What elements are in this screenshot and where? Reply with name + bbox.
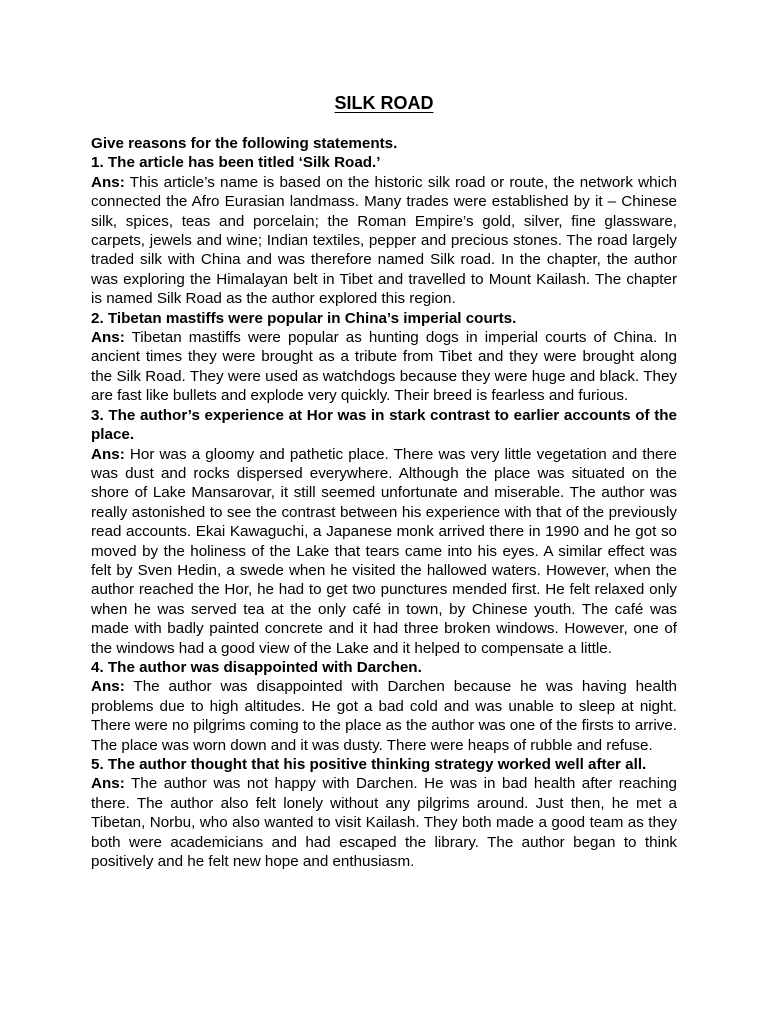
answer-label: Ans:	[91, 173, 125, 191]
answer-5-text: The author was not happy with Darchen. He was in bad health after reaching there. The author also felt lonely without any pilgrims around. Just then, he met a Tibetan, Norbu, who also wanted to visit Kailash. They both made a good team as they both were academicians and had escaped the library. The author began to think positively and he felt new hope and enthusiasm.	[91, 775, 677, 871]
document-body	[91, 134, 677, 871]
answer-5	[91, 774, 677, 871]
page-title: SILK ROAD	[334, 93, 434, 113]
question-4: 4. The author was disappointed with Darchen.	[91, 658, 422, 676]
question-2: 2. Tibetan mastiffs were popular in China’s imperial courts.	[91, 309, 517, 327]
answer-label: Ans:	[91, 678, 125, 696]
answer-label: Ans:	[91, 445, 125, 463]
answer-label: Ans:	[91, 329, 125, 347]
answer-2-text: Tibetan mastiffs were popular as hunting dogs in imperial courts of China. In ancient times they were brought as a tribute from Tibet and they were brought along the Silk Road. They were used as watchdogs because they were huge and black. They are fast like bullets and explode very quickly. Their breed is fearless and furious.	[91, 329, 677, 405]
answer-4	[91, 677, 677, 755]
answer-1-text: This article’s name is based on the historic silk road or route, the network which connected the Afro Eurasian landmass. Many trades were established by it – Chinese silk, spices, teas and porcelain; the Roman Empire’s gold, silver, fine glassware, carpets, jewels and wine; Indian textiles, pepper and precious stones. The road largely traded silk with China and was therefore named Silk road. In the chapter, the author was exploring the Himalayan belt in Tibet and travelled to Mount Kailash. The chapter is named Silk Road as the author explored this region.	[91, 173, 677, 308]
question-5: 5. The author thought that his positive thinking strategy worked well after all.	[91, 756, 647, 773]
answer-1	[91, 173, 677, 309]
question-3: 3. The author’s experience at Hor was in stark contrast to earlier accounts of the place.	[91, 406, 677, 444]
answer-2	[91, 328, 677, 406]
answer-3	[91, 445, 677, 658]
instruction-text: Give reasons for the following statements.	[91, 135, 398, 152]
answer-4-text: The author was disappointed with Darchen because he was having health problems due to high altitudes. He got a bad cold and was unable to sleep at night. There were no pilgrims coming to the place as the author was one of the firsts to arrive. The place was worn down and it was dusty. There were heaps of rubble and refuse.	[91, 678, 677, 754]
answer-label: Ans:	[91, 775, 125, 793]
answer-3-text: Hor was a gloomy and pathetic place. There was very little vegetation and there was dust and rocks dispersed everywhere. Although the place was situated on the shore of Lake Mansarovar, it still seemed unfortunate and miserable. The author was really astonished to see the contrast between his experience with that of the previously read accounts. Ekai Kawaguchi, a Japanese monk arrived there in 1990 and he got so moved by the holiness of the Lake that tears came into his eyes. A similar effect was felt by Sven Hedin, a swede when he visited the hallowed waters. However, when the author reached the Hor, he had to get two punctures mended first. He felt relaxed only when he was served tea at the only café in town, by Chinese youth. The café was made with badly painted concrete and it had three broken windows. However, one of the windows had a good view of the Lake and it helped to compensate a little.	[91, 445, 677, 657]
question-1: 1. The article has been titled ‘Silk Road.’	[91, 154, 381, 172]
